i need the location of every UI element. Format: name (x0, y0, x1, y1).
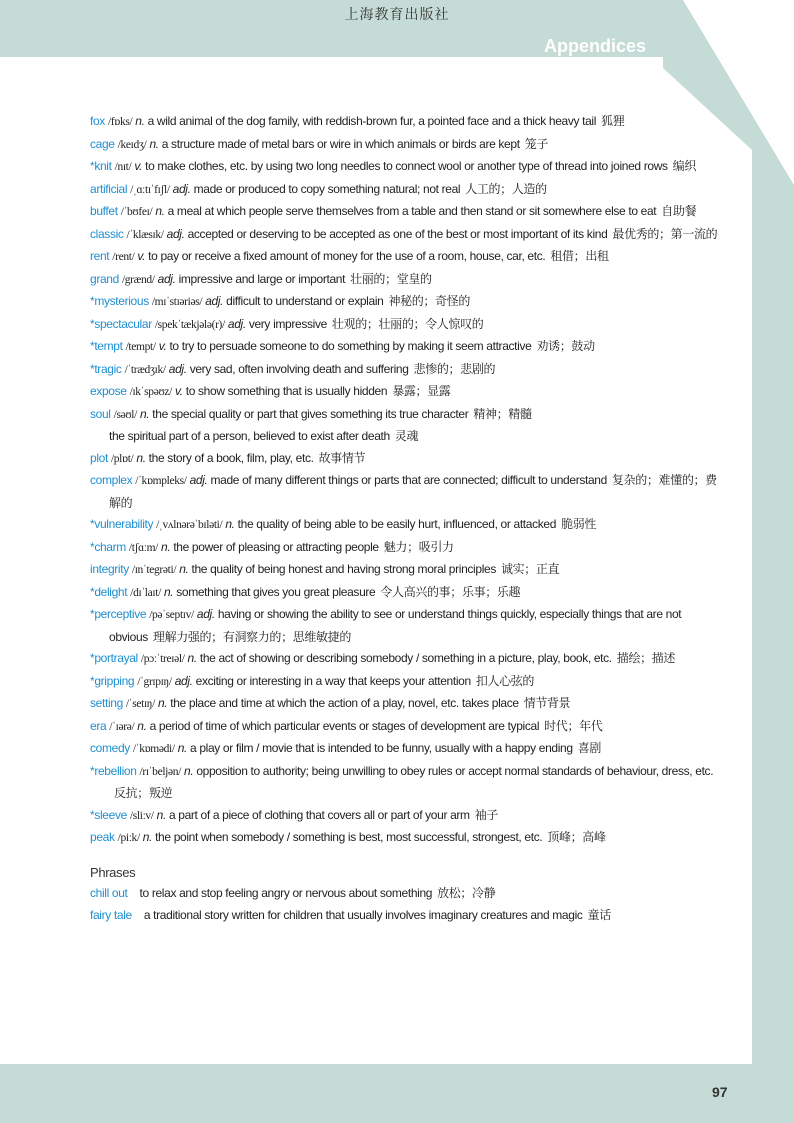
phrase-term: chill out (90, 886, 128, 900)
part-of-speech: adj. (172, 181, 191, 196)
phonetic: /rɪˈbeljən/ (139, 765, 182, 778)
definition: a structure made of metal bars or wire in which animals or birds are kept (161, 136, 520, 151)
phonetic: /keɪdʒ/ (117, 138, 147, 151)
headword: classic (90, 226, 124, 241)
definition: exciting or interesting in a way that keeps your attention (195, 673, 471, 688)
phonetic: /piːk/ (117, 832, 140, 844)
glossary-entry (90, 359, 722, 382)
chinese-translation: 放松；冷静 (437, 886, 496, 900)
phonetic: /ˈtrædʒɪk/ (124, 363, 166, 376)
part-of-speech: n. (139, 406, 150, 421)
definition-sense-2: the spiritual part of a person, believed to exist after death (109, 429, 390, 443)
headword: spectacular (94, 316, 152, 331)
headword: mysterious (94, 294, 149, 308)
phonetic: /tʃɑːm/ (128, 541, 159, 554)
glossary-entry (90, 671, 722, 694)
part-of-speech: v. (134, 159, 143, 173)
phonetic: /səʊl/ (113, 408, 137, 421)
glossary-entry (90, 716, 722, 739)
headword: integrity (90, 562, 129, 576)
glossary-entry (90, 470, 722, 514)
glossary-entry (90, 291, 722, 314)
phonetic: /pəˈseptɪv/ (149, 609, 194, 621)
chinese-translation: 笼子 (524, 136, 549, 151)
definition: to pay or receive a fixed amount of money for the use of a room, house, car, etc. (148, 249, 546, 263)
definition: impressive and large or important (178, 271, 346, 286)
chinese-translation: 壮丽的；堂皇的 (350, 271, 432, 286)
definition: opposition to authority; being unwilling to obey rules or accept normal standards of behaviour, dress, etc. (196, 763, 714, 778)
phrase-list (90, 883, 722, 926)
glossary-entry (90, 156, 722, 179)
headword-star: * (90, 361, 95, 376)
headword-star: * (90, 673, 95, 688)
phrase-entry (90, 905, 722, 927)
part-of-speech: v. (137, 249, 146, 263)
section-title: Appendices (544, 36, 647, 56)
phonetic: /ɪkˈspəʊz/ (129, 386, 173, 398)
chinese-translation: 精神；精髓 (473, 406, 532, 421)
phonetic: /ˈbʊfeɪ/ (120, 206, 153, 218)
chinese-translation: 描绘；描述 (616, 651, 676, 665)
chinese-translation: 反抗；叛逆 (114, 786, 173, 800)
part-of-speech: adj. (166, 226, 185, 241)
phonetic: /tempt/ (125, 341, 156, 353)
phrases-heading: Phrases (90, 864, 136, 880)
definition: a meal at which people serve themselves from a table and then stand or sit somewhere else to eat (167, 204, 657, 218)
definition: a wild animal of the dog family, with reddish-brown fur, a pointed face and a thick heavy tail (147, 114, 597, 128)
phrase-entry (90, 883, 722, 905)
chinese-translation: 理解力强的；有洞察力的；思维敏捷的 (152, 629, 351, 644)
part-of-speech: n. (135, 114, 145, 128)
headword: era (90, 718, 107, 733)
part-of-speech: n. (161, 539, 171, 554)
phonetic: /ˈsetɪŋ/ (125, 698, 155, 710)
chinese-translation: 时代；年代 (544, 718, 603, 733)
headword: peak (90, 830, 115, 844)
chinese-translation: 暴露；显露 (392, 384, 451, 398)
glossary-entry (90, 582, 722, 605)
headword: expose (90, 384, 127, 398)
glossary-entry (90, 604, 722, 648)
part-of-speech: n. (163, 584, 174, 599)
part-of-speech: n. (179, 562, 189, 576)
phonetic: /rent/ (112, 251, 135, 263)
headword: rent (90, 249, 110, 263)
glossary-entry (90, 314, 722, 337)
definition: the quality of being able to be easily hurt, influenced, or attacked (237, 517, 557, 531)
headword: knit (94, 159, 112, 173)
headword: rebellion (94, 763, 137, 778)
phonetic: /spekˈtækjələ(r)/ (154, 318, 225, 331)
part-of-speech: n. (156, 807, 166, 822)
chinese-translation: 魅力；吸引力 (383, 539, 454, 554)
headword-star: * (90, 584, 95, 599)
chinese-translation: 自助餐 (661, 204, 697, 218)
headword: perceptive (94, 607, 147, 621)
glossary-entry (90, 537, 722, 560)
headword: tempt (94, 339, 123, 353)
part-of-speech: adj. (189, 473, 208, 487)
phonetic: /plɒt/ (110, 452, 134, 465)
glossary-entry (90, 648, 722, 671)
definition: the special quality or part that gives something its true character (152, 406, 469, 421)
headword: delight (94, 584, 128, 599)
glossary-entry (90, 246, 722, 269)
phrase-definition: a traditional story written for children that usually involves imaginary creatures and magic (143, 907, 583, 922)
phonetic: /ˈklæsɪk/ (126, 228, 164, 241)
definition: accepted or deserving to be accepted as one of the best or most important of its kind (187, 226, 608, 241)
headword: fox (90, 114, 105, 128)
headword-star: * (90, 539, 95, 554)
definition: the power of pleasing or attracting people (173, 539, 379, 554)
phonetic: /dɪˈlaɪt/ (130, 586, 161, 599)
definition: the quality of being honest and having strong moral principles (191, 562, 496, 576)
phonetic: /sliːv/ (129, 809, 154, 822)
part-of-speech: n. (157, 696, 168, 710)
definition: a period of time of which particular events or stages of development are typical (149, 718, 540, 733)
headword: soul (90, 406, 111, 421)
part-of-speech: n. (149, 136, 159, 151)
phrase-term: fairy tale (90, 907, 132, 922)
definition: the act of showing or describing somebody / something in a picture, play, book, etc. (199, 651, 612, 665)
part-of-speech: adj. (205, 294, 224, 308)
glossary-entry (90, 179, 722, 202)
definition: to show something that is usually hidden (185, 384, 388, 398)
phonetic: /fɒks/ (107, 116, 133, 128)
headword: complex (90, 473, 133, 487)
part-of-speech: n. (136, 450, 146, 465)
definition: the point when somebody / something is best, most successful, strongest, etc. (155, 830, 543, 844)
part-of-speech: n. (155, 204, 165, 218)
chinese-translation: 劝诱；鼓动 (536, 339, 595, 353)
chinese-translation: 悲惨的；悲剧的 (413, 361, 496, 376)
part-of-speech: n. (184, 763, 194, 778)
glossary-entry (90, 761, 722, 805)
chinese-translation: 狐狸 (601, 114, 625, 128)
glossary-entry (90, 224, 722, 247)
glossary-entry (90, 404, 722, 448)
page-number: 97 (712, 1084, 728, 1100)
headword: cage (90, 136, 115, 151)
headword: grand (90, 271, 119, 286)
glossary-entry (90, 693, 722, 716)
glossary-entry (90, 514, 722, 537)
phonetic: /ˈɪərə/ (109, 720, 135, 733)
headword: setting (90, 696, 123, 710)
part-of-speech: adj. (157, 271, 176, 286)
phonetic: /ˈkɒmədi/ (132, 743, 175, 755)
definition: a play or film / movie that is intended to be funny, usually with a happy ending (190, 741, 573, 755)
glossary-entry (90, 336, 722, 359)
publisher-name: 上海教育出版社 (344, 7, 450, 23)
part-of-speech: n. (177, 741, 188, 755)
part-of-speech: v. (158, 339, 167, 353)
part-of-speech: n. (142, 830, 153, 844)
part-of-speech: adj. (196, 607, 215, 621)
headword: sleeve (94, 807, 127, 822)
glossary-entry (90, 111, 722, 134)
part-of-speech: v. (175, 384, 183, 398)
part-of-speech: adj. (174, 673, 193, 688)
headword: charm (94, 539, 126, 554)
headword-star: * (90, 517, 95, 531)
glossary-entry (90, 269, 722, 292)
chinese-translation: 编织 (672, 159, 696, 173)
phonetic: /grænd/ (121, 273, 155, 286)
headword-star: * (90, 807, 95, 822)
phonetic: /pɔːˈtreɪəl/ (140, 653, 185, 665)
definition: made or produced to copy something natural; not real (193, 181, 461, 196)
definition: made of many different things or parts that are connected; difficult to understand (210, 473, 607, 487)
phonetic: /ˌɑːtɪˈfɪʃl/ (130, 183, 170, 196)
chinese-translation: 袖子 (474, 807, 499, 822)
headword: portrayal (94, 651, 138, 665)
chinese-translation: 诚实；正直 (501, 562, 560, 576)
headword: tragic (94, 361, 122, 376)
definition: having or showing the ability to see or understand things quickly, especially things that are not obvious (109, 607, 682, 644)
phonetic: /mɪˈstɪəriəs/ (151, 296, 203, 308)
definition: very sad, often involving death and suffering (189, 361, 409, 376)
phonetic: /ˈgrɪpɪŋ/ (137, 675, 172, 688)
definition: to try to persuade someone to do something by making it seem attractive (169, 339, 532, 353)
phonetic: /ɪnˈtegrəti/ (131, 564, 177, 576)
chinese-translation: 故事情节 (318, 450, 366, 465)
glossary-entry (90, 805, 722, 828)
glossary-entry (90, 201, 722, 224)
glossary-entry (90, 738, 722, 761)
glossary-entry (90, 134, 722, 157)
phonetic: /ˌvʌlnərəˈbɪləti/ (156, 519, 223, 531)
part-of-speech: adj. (168, 361, 187, 376)
chinese-translation: 壮观的；壮丽的；令人惊叹的 (331, 316, 484, 331)
headword: gripping (94, 673, 135, 688)
chinese-translation: 人工的；人造的 (465, 181, 547, 196)
phrase-definition: to relax and stop feeling angry or nervous about something (139, 886, 433, 900)
entry-list (90, 111, 722, 850)
part-of-speech: n. (137, 718, 147, 733)
part-of-speech: n. (187, 651, 197, 665)
phonetic: /nɪt/ (114, 161, 132, 173)
headword-star: * (90, 294, 95, 308)
headword-star: * (90, 763, 95, 778)
chinese-translation: 脆弱性 (561, 517, 597, 531)
headword: comedy (90, 741, 130, 755)
part-of-speech: n. (225, 517, 235, 531)
chinese-translation: 神秘的；奇怪的 (388, 294, 471, 308)
definition: very impressive (248, 316, 327, 331)
chinese-translation: 令人高兴的事；乐事；乐趣 (380, 584, 521, 599)
headword-star: * (90, 339, 95, 353)
chinese-translation: 喜剧 (577, 741, 602, 755)
headword-star: * (90, 159, 95, 173)
glossary-entry (90, 448, 722, 471)
headword-star: * (90, 607, 95, 621)
chinese-translation: 童话 (587, 907, 611, 922)
phonetic: /ˈkɒmpleks/ (135, 475, 187, 487)
chinese-translation: 最优秀的；第一流的 (612, 226, 718, 241)
chinese-translation: 复杂的；难懂的；费解的 (109, 473, 717, 510)
headword: vulnerability (94, 517, 154, 531)
headword-star: * (90, 651, 95, 665)
chinese-translation: 租借；出租 (550, 249, 609, 263)
chinese-translation: 顶峰；高峰 (547, 830, 606, 844)
glossary (90, 111, 722, 926)
headword: plot (90, 450, 108, 465)
chinese-translation: 扣人心弦的 (475, 673, 535, 688)
headword: buffet (90, 204, 118, 218)
definition: a part of a piece of clothing that covers all or part of your arm (168, 807, 470, 822)
glossary-entry (90, 827, 722, 850)
definition: the place and time at which the action of a play, novel, etc. takes place (170, 696, 519, 710)
definition: something that gives you great pleasure (176, 584, 376, 599)
definition: difficult to understand or explain (226, 294, 384, 308)
chinese-translation: 情节背景 (523, 696, 571, 710)
glossary-entry (90, 559, 722, 582)
definition: the story of a book, film, play, etc. (148, 450, 314, 465)
part-of-speech: adj. (227, 316, 246, 331)
headword: artificial (90, 181, 128, 196)
glossary-entry (90, 381, 722, 404)
definition: to make clothes, etc. by using two long needles to connect wool or another type of thread into joined rows (145, 159, 668, 173)
headword-star: * (90, 316, 95, 331)
chinese-translation-2: 灵魂 (394, 429, 419, 443)
